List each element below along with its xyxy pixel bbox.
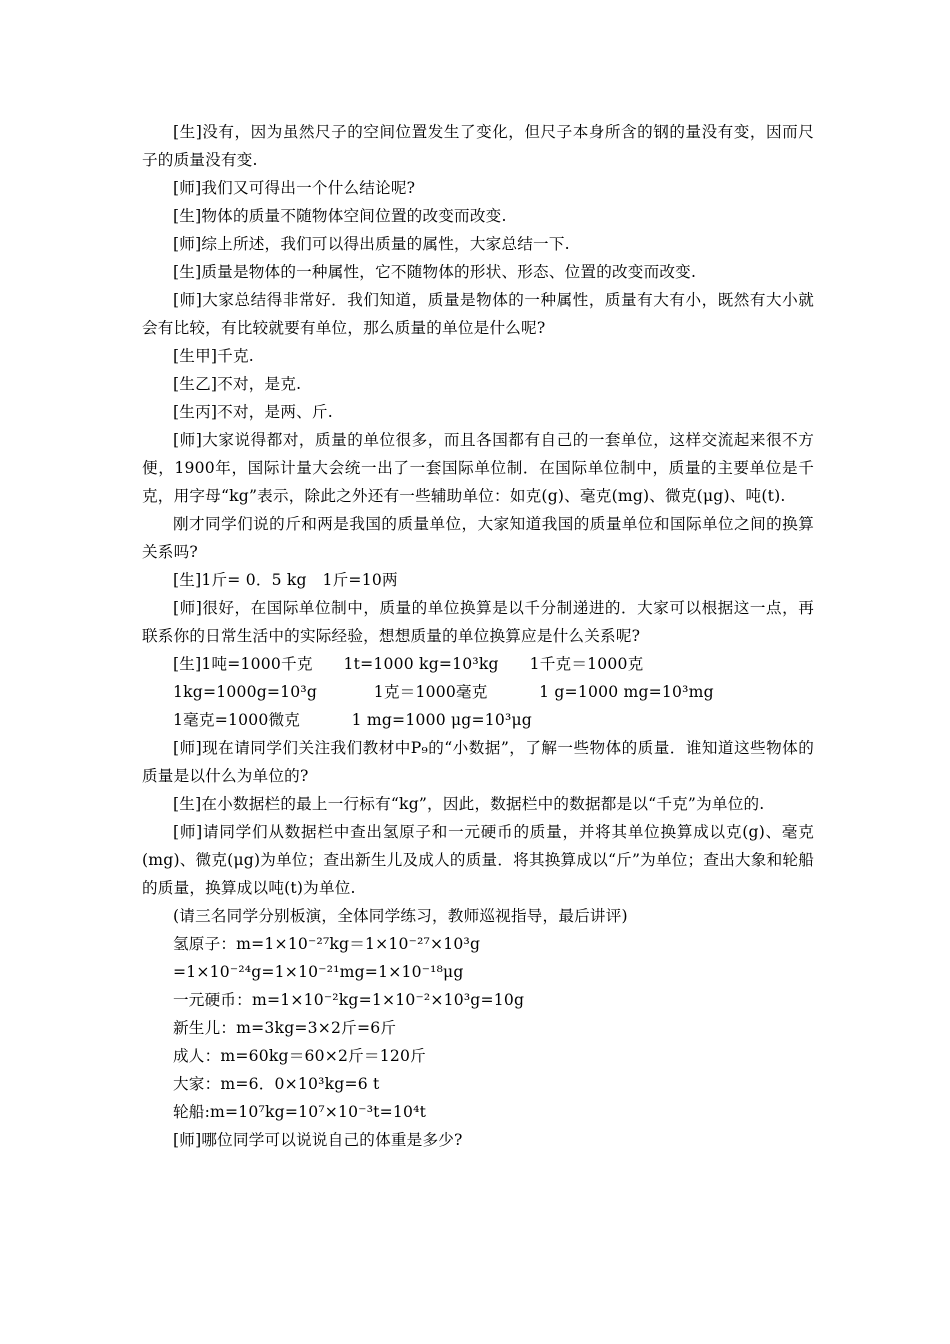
paragraph-teacher-unit-question: [师]大家总结得非常好．我们知道，质量是物体的一种属性，质量有大有小，既然有大小就会有比较，有比较就要有单位，那么质量的单位是什么呢? (142, 291, 814, 337)
paragraph-student-mass-property: [生]质量是物体的一种属性，它不随物体的形状、形态、位置的改变而改变. (173, 263, 697, 281)
paragraph-student-ruler: [生]没有，因为虽然尺子的空间位置发生了变化，但尺子本身所含的钢的量没有变，因而尺子的质量没有变. (142, 123, 814, 169)
calc-hydrogen-atom: 氢原子：m=1×10⁻²⁷kg＝1×10⁻²⁷×10³g (173, 935, 481, 953)
document-body (142, 118, 814, 1154)
paragraph-chinese-units-question: 刚才同学们说的斤和两是我国的质量单位，大家知道我国的质量单位和国际单位之间的换算关系吗? (142, 515, 814, 561)
paragraph-teacher-conclusion-question: [师]我们又可得出一个什么结论呢? (173, 179, 416, 197)
paragraph-student-b-answer: [生乙]不对，是克. (173, 375, 302, 393)
paragraph-teacher-exercise: [师]请同学们从数据栏中查出氢原子和一元硬币的质量，并将其单位换算成以克(g)、毫克(mg)、微克(μg)为单位；查出新生儿及成人的质量．将其换算成以“斤”为单位；查出大象和轮船的质量，换算成以吨(t)为单位. (142, 823, 814, 897)
paragraph-board-note: (请三名同学分别板演，全体同学练习，教师巡视指导，最后讲评) (173, 907, 628, 925)
calc-elephant: 大家：m=6．0×10³kg=6 t (173, 1075, 380, 1093)
calc-ship: 轮船:m=10⁷kg=10⁷×10⁻³t=10⁴t (173, 1103, 427, 1121)
conversion-line-1: [生]1吨=1000千克 1t=1000 kg=10³kg 1千克＝1000克 (173, 655, 644, 673)
paragraph-teacher-summary-prompt: [师]综上所述，我们可以得出质量的属性，大家总结一下. (173, 235, 570, 253)
paragraph-teacher-weight-question: [师]哪位同学可以说说自己的体重是多少? (173, 1131, 463, 1149)
conversion-line-2: 1kg=1000g=10³g 1克＝1000毫克 1 g=1000 mg=10³mg (173, 683, 714, 701)
paragraph-student-a-answer: [生甲]千克. (173, 347, 254, 365)
paragraph-teacher-conversion-question: [师]很好，在国际单位制中，质量的单位换算是以千分制递进的．大家可以根据这一点，再联系你的日常生活中的实际经验，想想质量的单位换算应是什么关系呢? (142, 599, 814, 645)
calc-adult: 成人：m=60kg＝60×2斤＝120斤 (173, 1047, 426, 1065)
paragraph-teacher-si-units: [师]大家说得都对，质量的单位很多，而且各国都有自己的一套单位，这样交流起来很不方便，1900年，国际计量大会统一出了一套国际单位制．在国际单位制中，质量的主要单位是千克，用字母“kg”表示，除此之外还有一些辅助单位：如克(g)、毫克(mg)、微克(μg)、吨(t). (142, 431, 814, 505)
calc-newborn: 新生儿：m=3kg=3×2斤=6斤 (173, 1019, 397, 1037)
paragraph-student-data-unit: [生]在小数据栏的最上一行标有“kg”，因此，数据栏中的数据都是以“千克”为单位的. (173, 795, 765, 813)
conversion-line-3: 1毫克=1000微克 1 mg=1000 μg=10³μg (173, 711, 532, 729)
calc-hydrogen-atom-cont: =1×10⁻²⁴g=1×10⁻²¹mg=1×10⁻¹⁸μg (173, 963, 464, 981)
paragraph-student-c-answer: [生丙]不对，是两、斤. (173, 403, 333, 421)
paragraph-student-jin-conversion: [生]1斤= 0．5 kg 1斤=10两 (173, 571, 398, 589)
calc-coin: 一元硬币：m=1×10⁻²kg=1×10⁻²×10³g=10g (173, 991, 525, 1009)
paragraph-student-position-conclusion: [生]物体的质量不随物体空间位置的改变而改变. (173, 207, 507, 225)
paragraph-teacher-small-data: [师]现在请同学们关注我们教材中P₉的“小数据”，了解一些物体的质量．谁知道这些物体的质量是以什么为单位的? (142, 739, 814, 785)
